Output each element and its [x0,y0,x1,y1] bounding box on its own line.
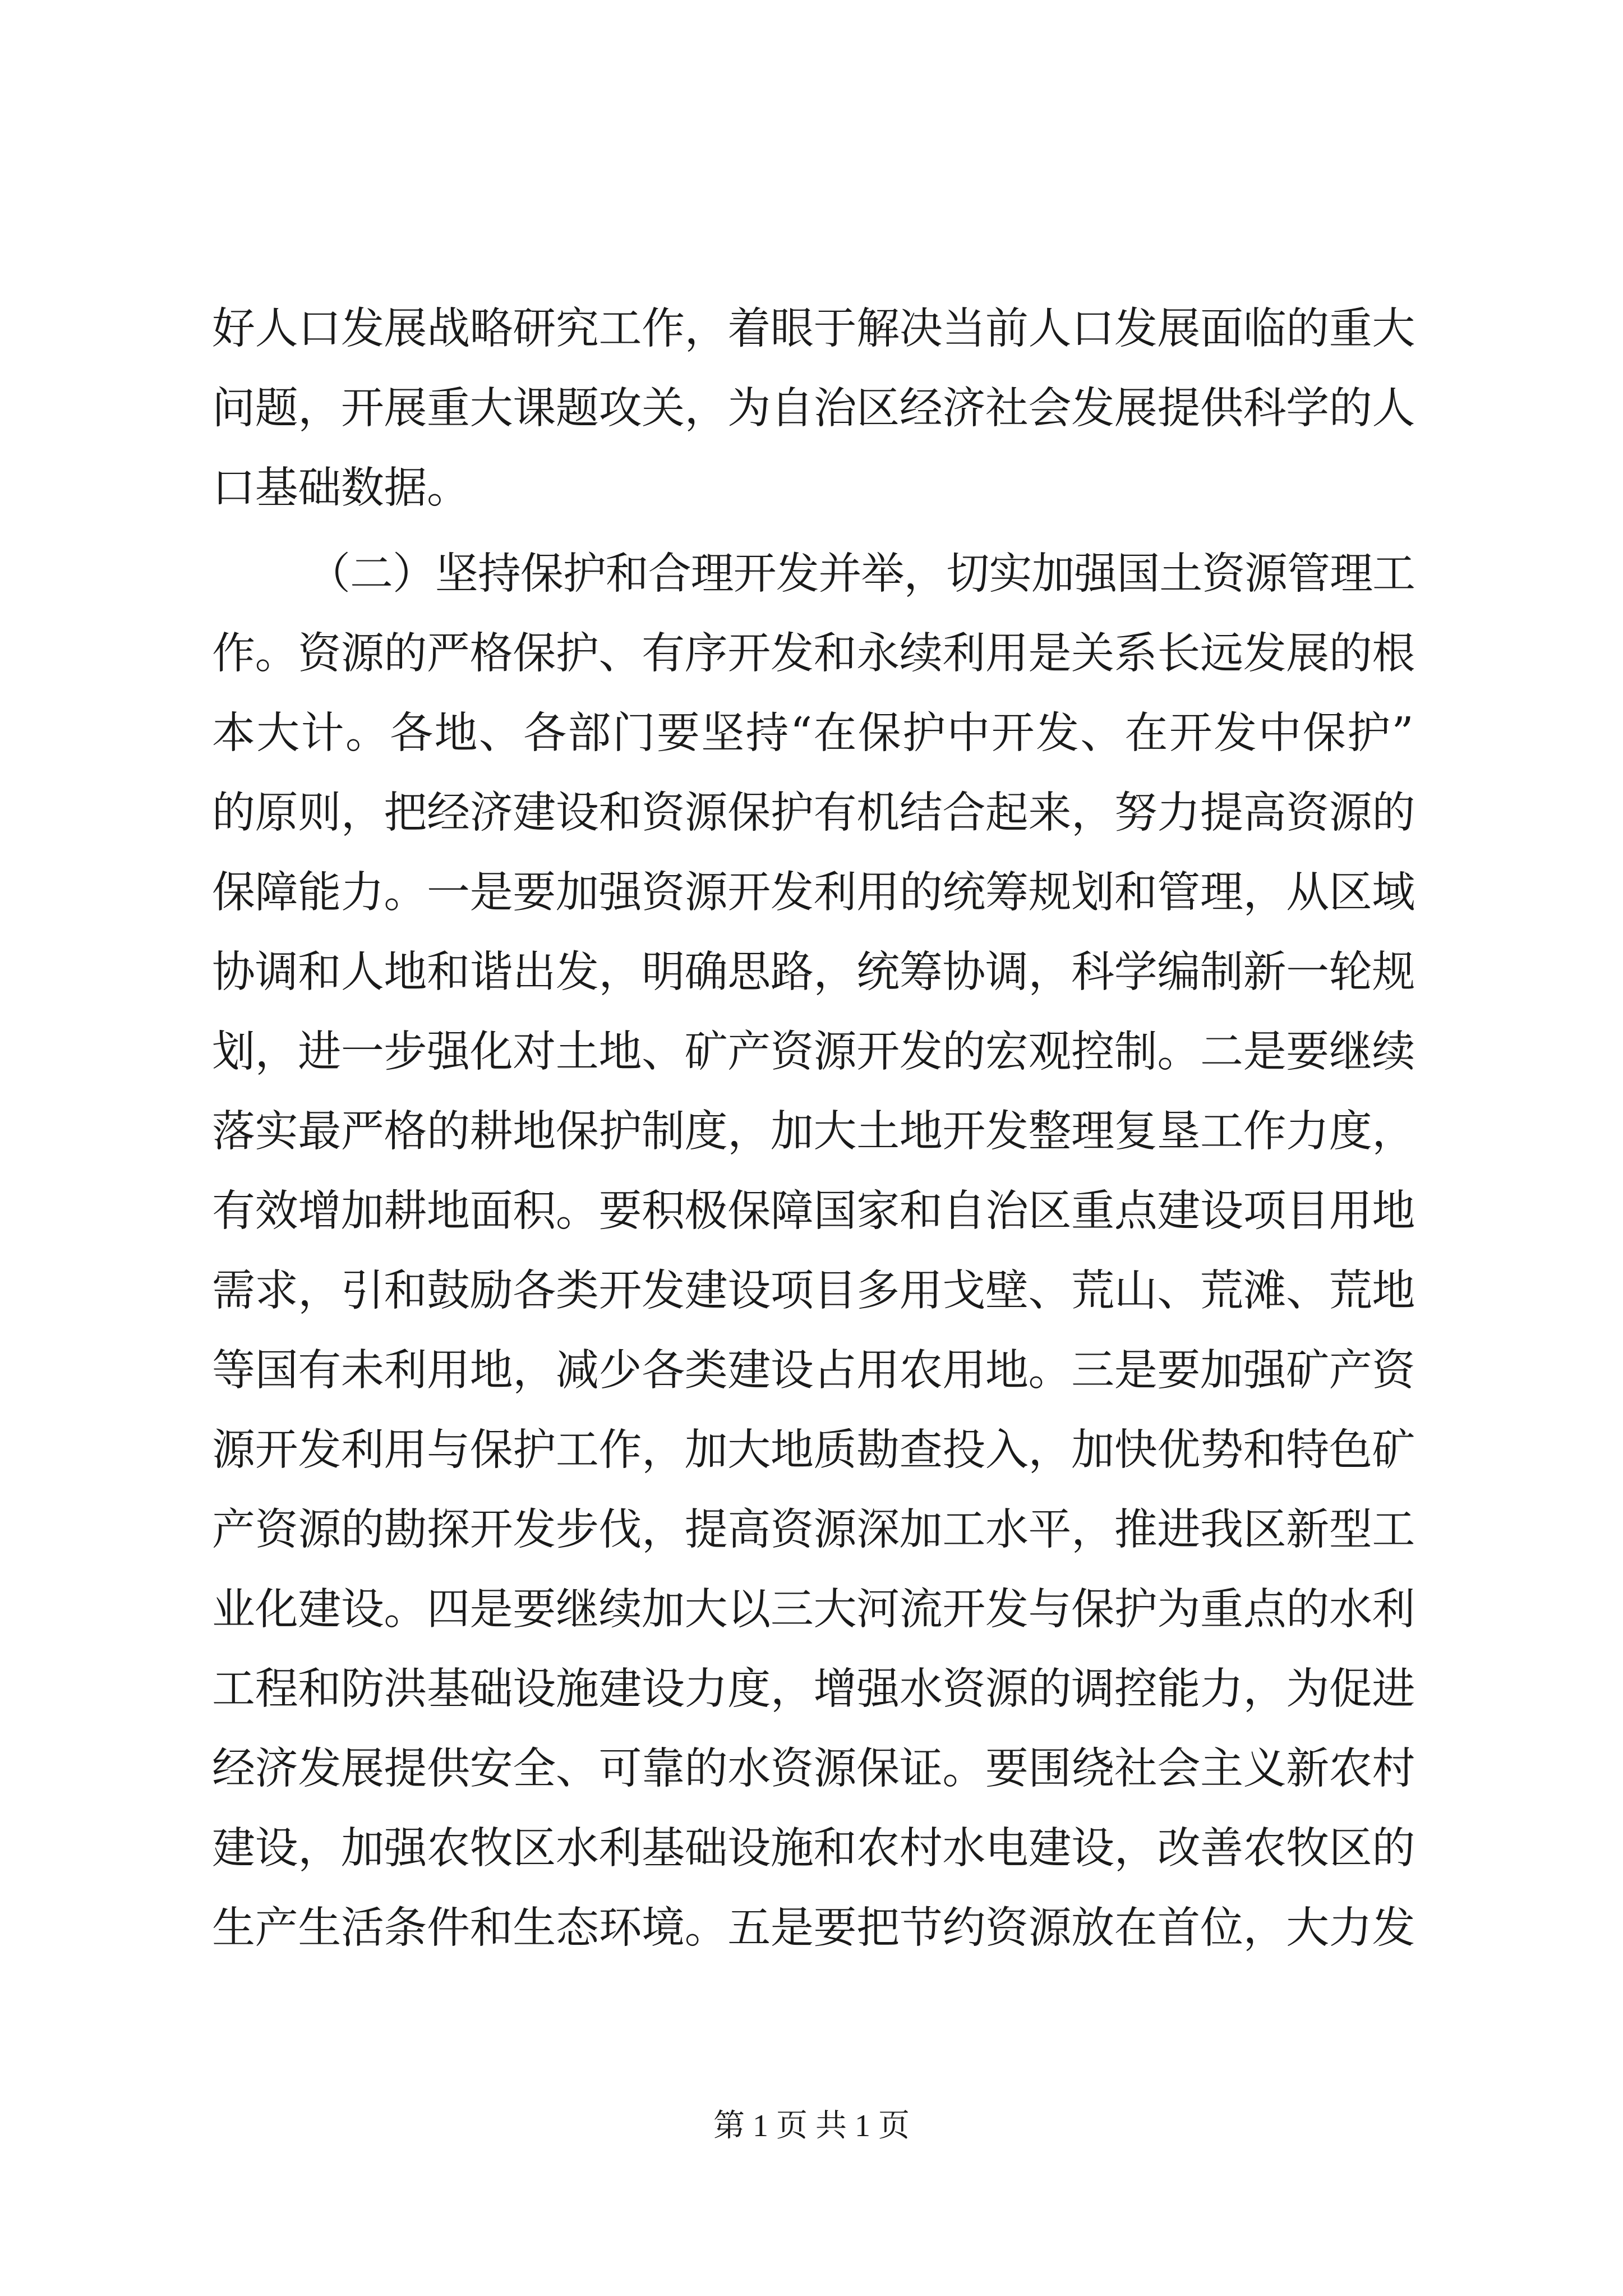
text-line: 协调和人地和谐出发，明确思路，统筹协调，科学编制新一轮规 [212,947,1415,997]
text-line: 本大计。各地、各部门要坚持“在保护中开发、在开发中保护” [212,708,1415,758]
text-line: 工程和防洪基础设施建设力度，增强水资源的调控能力，为促进 [212,1664,1415,1714]
text-line: 等国有未利用地，减少各类建设占用农用地。三是要加强矿产资 [212,1346,1415,1396]
text-line: 落实最严格的耕地保护制度，加大土地开发整理复垦工作力度， [212,1107,1415,1157]
text-line: 需求，引和鼓励各类开发建设项目多用戈壁、荒山、荒滩、荒地 [212,1266,1415,1316]
text-line: 业化建设。四是要继续加大以三大河流开发与保护为重点的水利 [212,1585,1415,1635]
text-line: 口基础数据。 [212,463,470,513]
text-line: 有效增加耕地面积。要积极保障国家和自治区重点建设项目用地 [212,1186,1415,1236]
text-line: 作。资源的严格保护、有序开发和永续利用是关系长远发展的根 [212,629,1415,679]
text-line: 源开发利用与保护工作，加大地质勘查投入，加快优势和特色矿 [212,1425,1415,1475]
paragraph-heading-line: （二）坚持保护和合理开发并举，切实加强国土资源管理工 [307,549,1415,599]
text-line: 好人口发展战略研究工作，着眼于解决当前人口发展面临的重大 [212,304,1415,354]
text-line: 的原则，把经济建设和资源保护有机结合起来，努力提高资源的 [212,788,1415,838]
text-line: 产资源的勘探开发步伐，提高资源深加工水平，推进我区新型工 [212,1505,1415,1555]
text-line: 生产生活条件和生态环境。五是要把节约资源放在首位，大力发 [212,1903,1415,1953]
text-line: 保障能力。一是要加强资源开发利用的统筹规划和管理，从区域 [212,868,1415,918]
text-line: 建设，加强农牧区水利基础设施和农村水电建设，改善农牧区的 [212,1824,1415,1874]
text-line: 经济发展提供安全、可靠的水资源保证。要围绕社会主义新农村 [212,1744,1415,1794]
page-footer: 第 1 页 共 1 页 [713,2109,910,2143]
text-line: 划，进一步强化对土地、矿产资源开发的宏观控制。二是要继续 [212,1027,1415,1077]
text-line: 问题，开展重大课题攻关，为自治区经济社会发展提供科学的人 [212,384,1415,434]
